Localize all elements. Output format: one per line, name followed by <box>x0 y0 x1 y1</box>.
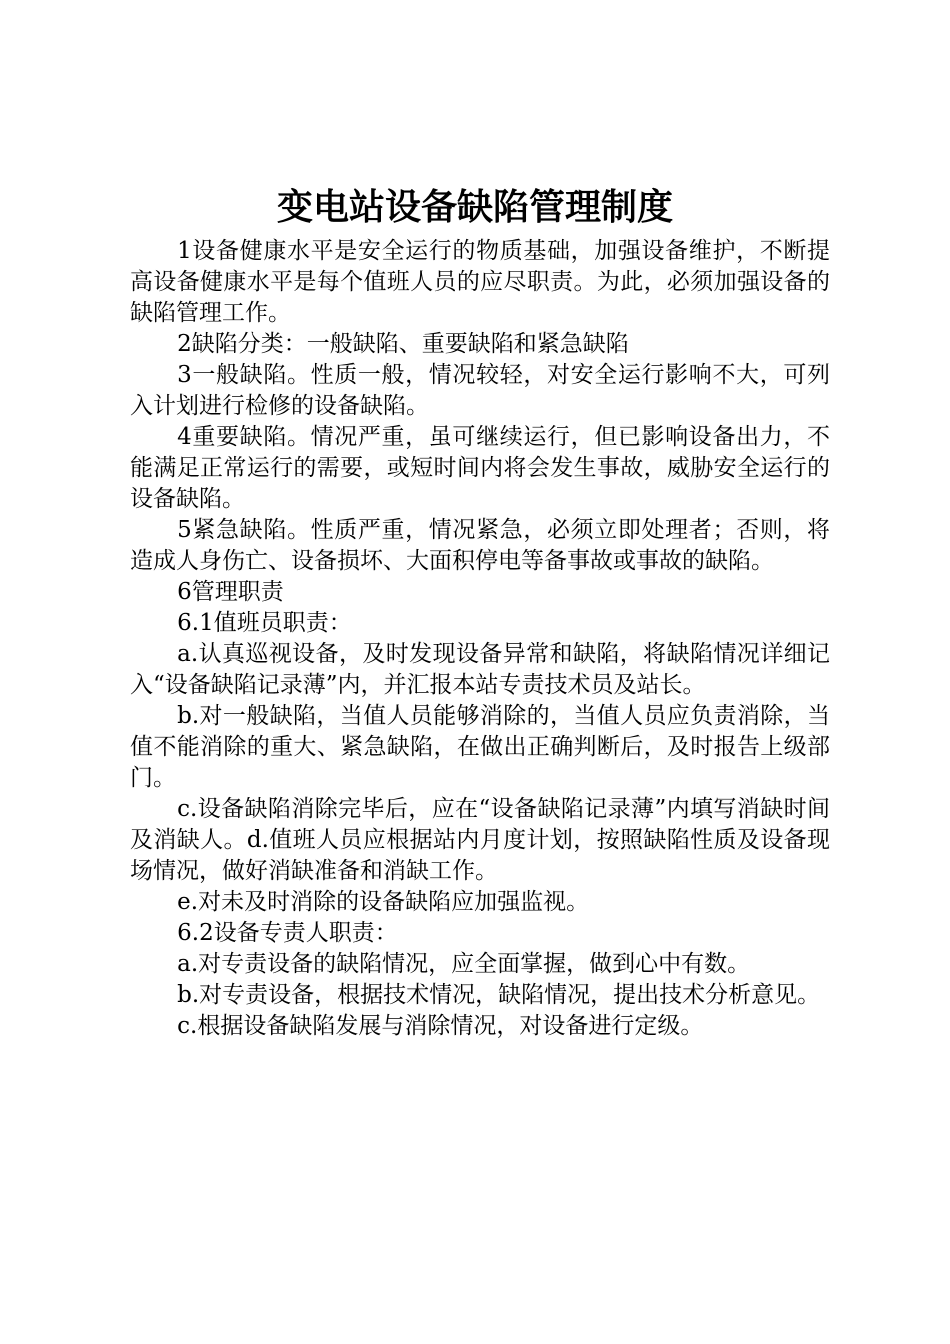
paragraph-3: 3一般缺陷。性质一般，情况较轻，对安全运行影响不大，可列入计划进行检修的设备缺陷。 <box>130 362 830 419</box>
subsection-heading-6-1: 6.1值班员职责： <box>177 610 352 636</box>
item-6-1-a: a.认真巡视设备，及时发现设备异常和缺陷，将缺陷情况详细记入“设备缺陷记录薄”内，并汇报本站专责技术员及站长。 <box>130 641 830 698</box>
paragraph-4: 4重要缺陷。情况严重，虽可继续运行，但已影响设备出力，不能满足正常运行的需要，或短时间内将会发生事故，威胁安全运行的设备缺陷。 <box>130 424 830 512</box>
item-6-1-e: e.对未及时消除的设备缺陷应加强监视。 <box>177 889 590 915</box>
subsection-heading-6-2: 6.2设备专责人职责： <box>177 920 398 946</box>
document-title: 变电站设备缺陷管理制度 <box>276 187 673 228</box>
paragraph-5: 5紧急缺陷。性质严重，情况紧急，必须立即处理者；否则，将造成人身伤亡、设备损坏、大面积停电等备事故或事故的缺陷。 <box>130 517 830 574</box>
document-body <box>130 236 830 1042</box>
paragraph-2: 2缺陷分类：一般缺陷、重要缺陷和紧急缺陷 <box>177 331 629 357</box>
section-heading-6: 6管理职责 <box>177 579 284 605</box>
item-6-2-c: c.根据设备缺陷发展与消除情况，对设备进行定级。 <box>177 1013 704 1039</box>
item-6-2-a: a.对专责设备的缺陷情况，应全面掌握，做到心中有数。 <box>177 951 751 977</box>
item-6-1-b: b.对一般缺陷，当值人员能够消除的，当值人员应负责消除，当值不能消除的重大、紧急缺陷，在做出正确判断后，及时报告上级部门。 <box>130 703 830 791</box>
paragraph-1: 1设备健康水平是安全运行的物质基础，加强设备维护，不断提高设备健康水平是每个值班人员的应尽职责。为此，必须加强设备的缺陷管理工作。 <box>130 238 830 326</box>
item-6-1-c-d: c.设备缺陷消除完毕后，应在“设备缺陷记录薄”内填写消缺时间及消缺人。d.值班人员应根据站内月度计划，按照缺陷性质及设备现场情况，做好消缺准备和消缺工作。 <box>130 796 830 884</box>
item-6-2-b: b.对专责设备，根据技术情况，缺陷情况，提出技术分析意见。 <box>177 982 821 1008</box>
